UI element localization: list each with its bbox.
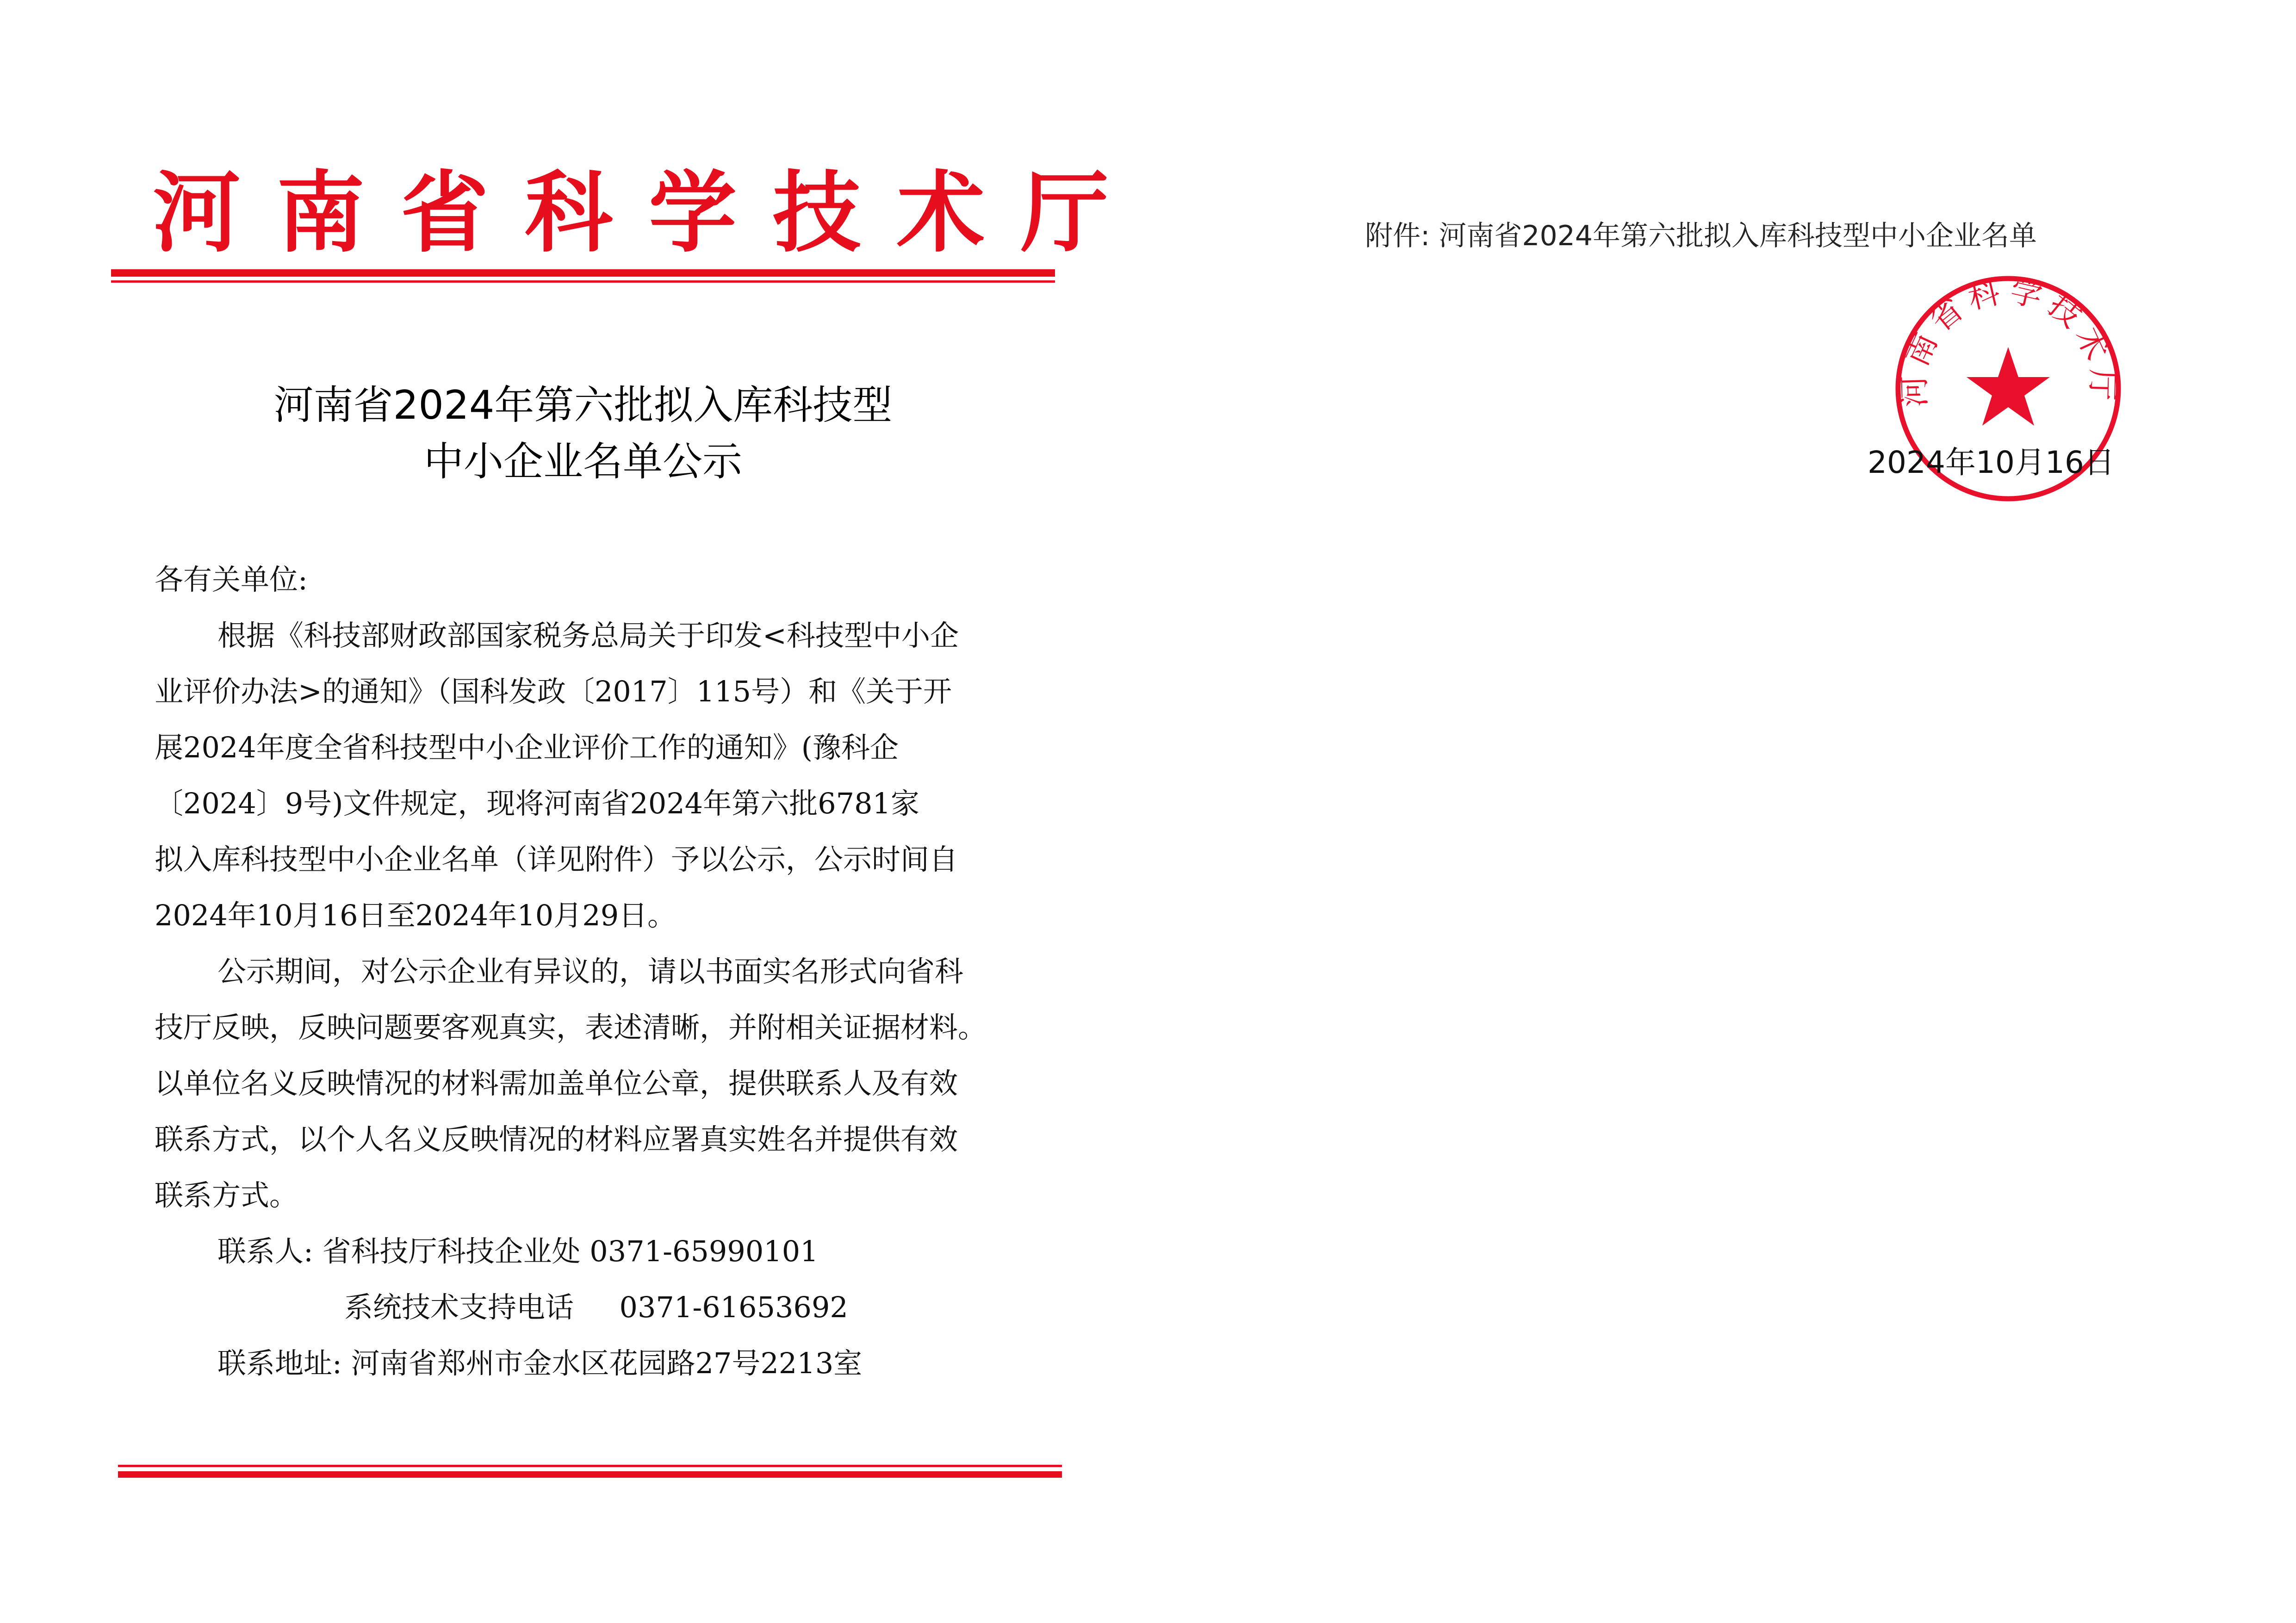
- notice-title-line1: 河南省2024年第六批拟入库科技型: [273, 382, 893, 428]
- masthead-rule-thick: [111, 269, 1055, 277]
- paragraph-line: 根据《科技部财政部国家税务总局关于印发<科技型中小企: [217, 619, 959, 652]
- masthead-org-name: 河南省科学技术厅: [153, 161, 1145, 264]
- paragraph-line: 以单位名义反映情况的材料需加盖单位公章，提供联系人及有效: [155, 1066, 958, 1100]
- paragraph-line: 联系方式，以个人名义反映情况的材料应署真实姓名并提供有效: [155, 1122, 958, 1156]
- contact-line: 联系人: 省科技厅科技企业处 0371-65990101: [217, 1234, 819, 1268]
- footer-rule-thin: [118, 1465, 1062, 1467]
- paragraph-line: 技厅反映，反映问题要客观真实，表述清晰，并附相关证据材料。: [155, 1010, 987, 1044]
- masthead-rule-thin: [111, 280, 1055, 283]
- notice-body: [155, 551, 1015, 1391]
- star-icon: [1967, 347, 2050, 426]
- notice-title-line2: 中小企业名单公示: [424, 439, 742, 485]
- notice-title: [111, 377, 1055, 490]
- footer-rule-thick: [118, 1471, 1062, 1478]
- paragraph-line: 〔2024〕9号)文件规定，现将河南省2024年第六批6781家: [155, 787, 919, 820]
- paragraph-line: 拟入库科技型中小企业名单（详见附件）予以公示，公示时间自: [155, 842, 958, 876]
- paragraph-line: 展2024年度全省科技型中小企业评价工作的通知》(豫科企: [155, 731, 899, 764]
- salutation: 各有关单位:: [155, 563, 308, 596]
- address-line: 联系地址: 河南省郑州市金水区花园路27号2213室: [217, 1346, 863, 1380]
- attachment-label: 附件: 河南省2024年第六批拟入库科技型中小企业名单: [1365, 220, 2037, 252]
- paragraph-line: 联系方式。: [155, 1178, 298, 1212]
- issue-date: 2024年10月16日: [1868, 445, 2115, 480]
- paragraph-line: 公示期间，对公示企业有异议的，请以书面实名形式向省科: [217, 954, 964, 988]
- support-phone-line: 系统技术支持电话 0371-61653692: [344, 1290, 848, 1324]
- seal-text: 河南省科学技术厅: [1896, 273, 2121, 408]
- paragraph-line: 2024年10月16日至2024年10月29日。: [155, 898, 676, 932]
- paragraph-line: 业评价办法>的通知》（国科发政〔2017〕115号）和《关于开: [155, 675, 952, 708]
